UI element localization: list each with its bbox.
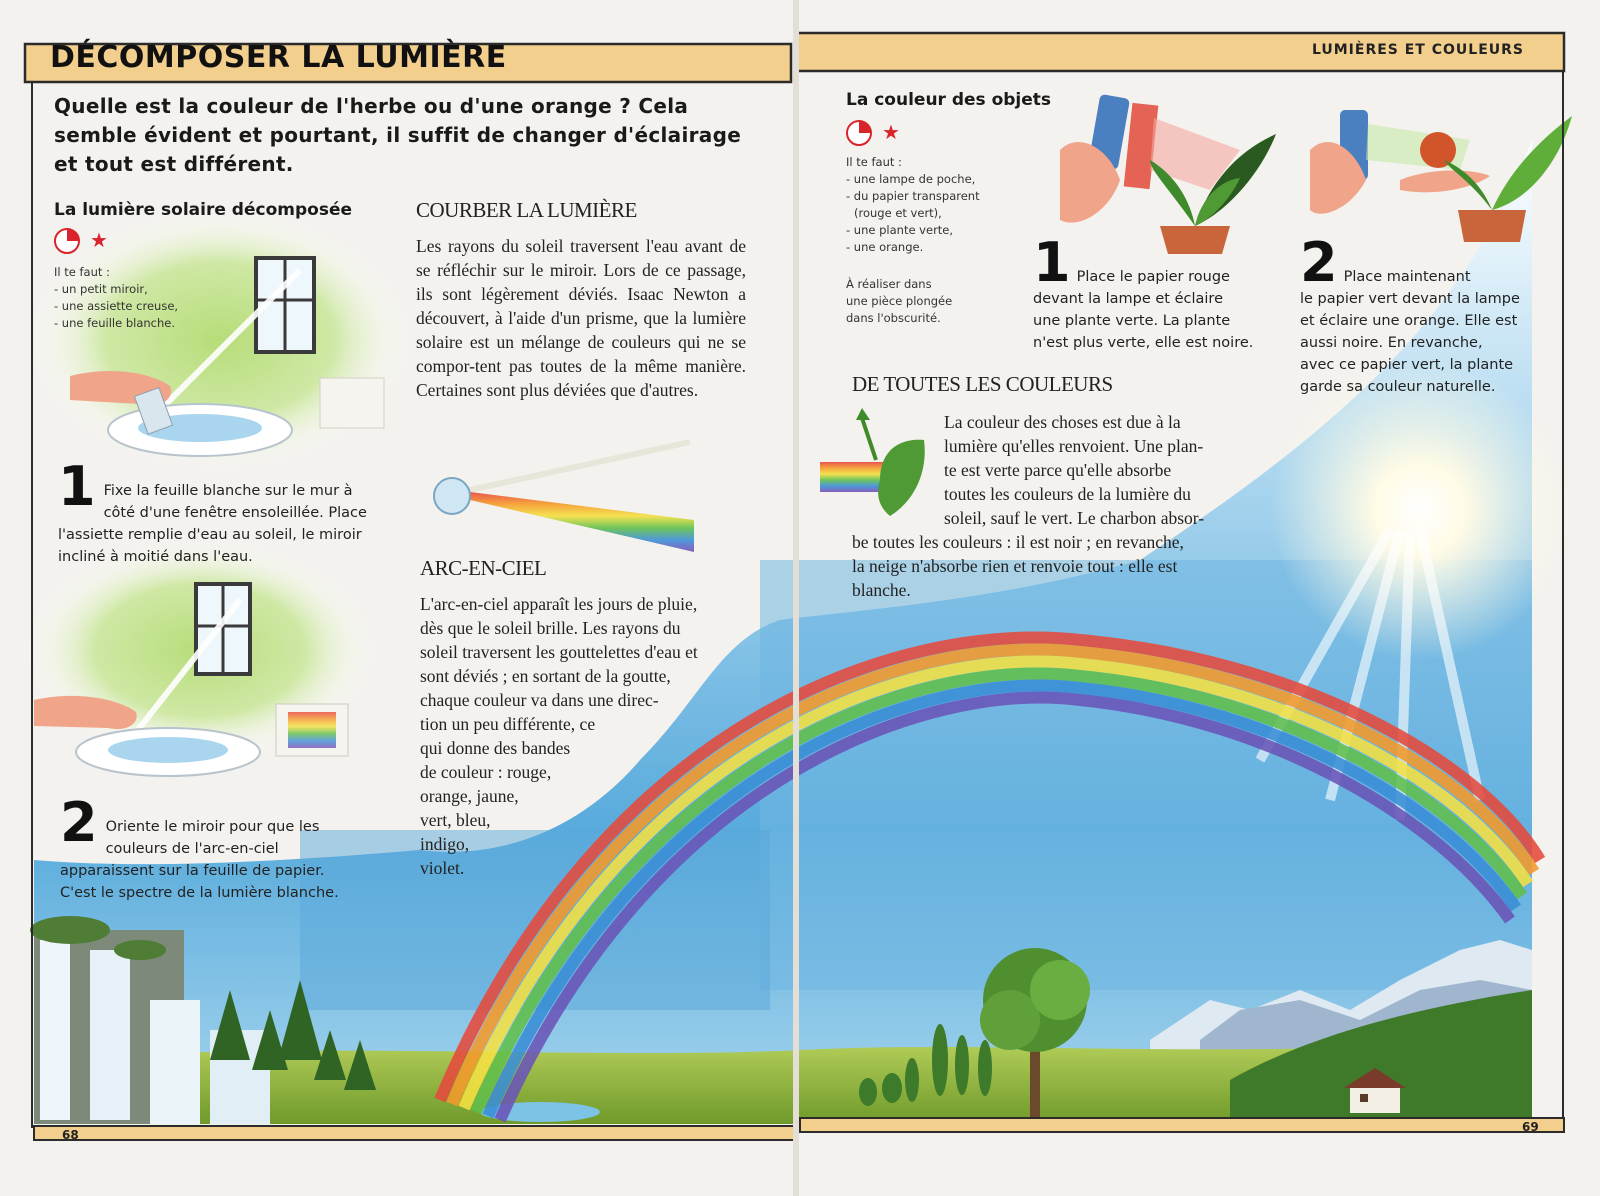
step-line: n'est plus verte, elle est noire. bbox=[1033, 335, 1254, 351]
toutes-heading: DE TOUTES LES COULEURS bbox=[852, 372, 1113, 396]
arc-line: orange, jaune, bbox=[420, 786, 519, 806]
page-number-right: 69 bbox=[1522, 1120, 1539, 1134]
materials-list-2 bbox=[846, 154, 980, 256]
material-item: - une feuille blanche. bbox=[54, 316, 176, 330]
flashlight-2 bbox=[1310, 110, 1490, 214]
step-2-text: Oriente le miroir pour que les couleurs de l'arc-en-ciel apparaissent sur la feuille de papier. C'est le spectre de la lumière blanche. bbox=[60, 819, 339, 901]
toutes-text-narrow bbox=[944, 410, 1204, 530]
step-line: et éclaire une orange. Elle est bbox=[1300, 313, 1518, 329]
difficulty-indicator-2 bbox=[846, 120, 900, 146]
arc-line: dès que le soleil brille. Les rayons du bbox=[420, 618, 681, 638]
step-2-right-first: Place maintenant bbox=[1343, 269, 1471, 285]
sun bbox=[1270, 360, 1570, 660]
arc-heading: ARC-EN-CIEL bbox=[420, 556, 547, 580]
arc-line: soleil traversent les gouttelettes d'eau et bbox=[420, 642, 698, 662]
plate-1 bbox=[108, 404, 292, 456]
running-header: LUMIÈRES ET COULEURS bbox=[1311, 42, 1524, 58]
difficulty-star-icon: ★ bbox=[90, 230, 108, 252]
toutes-line: soleil, sauf le vert. Le charbon absor- bbox=[944, 508, 1205, 528]
material-item: - une plante verte, bbox=[846, 223, 954, 237]
courber-text: Les rayons du soleil traversent l'eau avant de se réfléchir sur le miroir. Lors de ce passage, ils sont légèrement déviés. Isaac Newton a découvert, à l'aide d'un prisme, que la lumière solaire est un mélange de couleurs qui ne se compor-tent pas toutes de la même manière. Certaines sont plus déviées que d'autres. bbox=[416, 236, 746, 400]
step-line: devant la lampe et éclaire bbox=[1033, 291, 1223, 307]
toutes-line: blanche. bbox=[852, 580, 911, 600]
toutes-line: te est verte parce qu'elle absorbe bbox=[944, 460, 1172, 480]
material-item: - une lampe de poche, bbox=[846, 172, 976, 186]
window-2 bbox=[196, 584, 250, 674]
step-line: avec ce papier vert, la plante bbox=[1300, 357, 1514, 373]
arc-text bbox=[420, 592, 698, 880]
page-title: DÉCOMPOSER LA LUMIÈRE bbox=[50, 40, 507, 75]
arc-line: L'arc-en-ciel apparaît les jours de pluie, bbox=[420, 594, 698, 614]
step-1-right-number: 1 bbox=[1033, 231, 1071, 294]
difficulty-indicator bbox=[54, 228, 108, 254]
toutes-line: be toutes les couleurs : il est noir ; en revanche, bbox=[852, 532, 1184, 552]
step-2-right bbox=[1300, 231, 1520, 398]
note-line: une pièce plongée bbox=[846, 294, 953, 308]
note-line: À réaliser dans bbox=[846, 277, 932, 291]
leaf-absorb-diagram bbox=[820, 408, 925, 516]
step-2-number: 2 bbox=[60, 791, 98, 854]
arc-line: tion un peu différente, ce bbox=[420, 714, 596, 734]
difficulty-pie-icon bbox=[54, 228, 80, 254]
arc-line: chaque couleur va dans une direc- bbox=[420, 690, 659, 710]
courber-heading: COURBER LA LUMIÈRE bbox=[416, 198, 637, 222]
difficulty-star-icon: ★ bbox=[882, 122, 900, 144]
step-line: aussi noire. En revanche, bbox=[1300, 335, 1483, 351]
arc-line: qui donne des bandes bbox=[420, 738, 571, 758]
orange bbox=[1420, 132, 1456, 168]
step-1-text: Fixe la feuille blanche sur le mur à côté d'une fenêtre ensoleillée. Place l'assiette remplie d'eau au soleil, le miroir incliné à moitié dans l'eau. bbox=[58, 483, 367, 565]
material-item: - une orange. bbox=[846, 240, 924, 254]
step-1-right bbox=[1033, 231, 1254, 354]
left-footer-band bbox=[34, 1126, 796, 1140]
arc-line: violet. bbox=[420, 858, 465, 878]
materials-label: Il te faut : bbox=[846, 155, 902, 169]
experiment-title: La lumière solaire décomposée bbox=[54, 200, 353, 220]
material-item: - un petit miroir, bbox=[54, 282, 148, 296]
materials-label: Il te faut : bbox=[54, 265, 110, 279]
material-item: - une assiette creuse, bbox=[54, 299, 179, 313]
arc-line: indigo, bbox=[420, 834, 470, 854]
experiment-2-title: La couleur des objets bbox=[846, 90, 1052, 110]
toutes-line: La couleur des choses est due à la bbox=[944, 412, 1181, 432]
toutes-text-wide bbox=[852, 530, 1184, 602]
page-number-left: 68 bbox=[62, 1128, 79, 1142]
materials-list bbox=[54, 264, 178, 332]
darkness-note bbox=[846, 276, 952, 327]
step-line: une plante verte. La plante bbox=[1033, 313, 1231, 329]
arc-line: de couleur : rouge, bbox=[420, 762, 552, 782]
intro-paragraph: Quelle est la couleur de l'herbe ou d'une orange ? Cela semble évident et pourtant, il suffit de changer d'éclairage et tout est différent. bbox=[54, 94, 742, 176]
step-2 bbox=[60, 791, 360, 904]
step-1-number: 1 bbox=[58, 455, 96, 518]
step-line: garde sa couleur naturelle. bbox=[1300, 379, 1496, 395]
right-footer-band bbox=[800, 1118, 1564, 1132]
note-line: dans l'obscurité. bbox=[846, 311, 941, 325]
prism-diagram bbox=[434, 442, 694, 552]
step-2-right-number: 2 bbox=[1300, 231, 1338, 294]
toutes-line: lumière qu'elles renvoient. Une plan- bbox=[944, 436, 1204, 456]
arc-line: sont déviés ; en sortant de la goutte, bbox=[420, 666, 671, 686]
material-item: - du papier transparent bbox=[846, 189, 980, 203]
step-1 bbox=[58, 455, 388, 568]
toutes-line: toutes les couleurs de la lumière du bbox=[944, 484, 1191, 504]
plate-2 bbox=[76, 728, 260, 776]
step-line: le papier vert devant la lampe bbox=[1300, 291, 1520, 307]
arc-line: vert, bleu, bbox=[420, 810, 491, 830]
difficulty-pie-icon bbox=[846, 120, 872, 146]
material-item: (rouge et vert), bbox=[854, 206, 942, 220]
toutes-line: la neige n'absorbe rien et renvoie tout : elle est bbox=[852, 556, 1178, 576]
step-1-right-first: Place le papier rouge bbox=[1076, 269, 1230, 285]
